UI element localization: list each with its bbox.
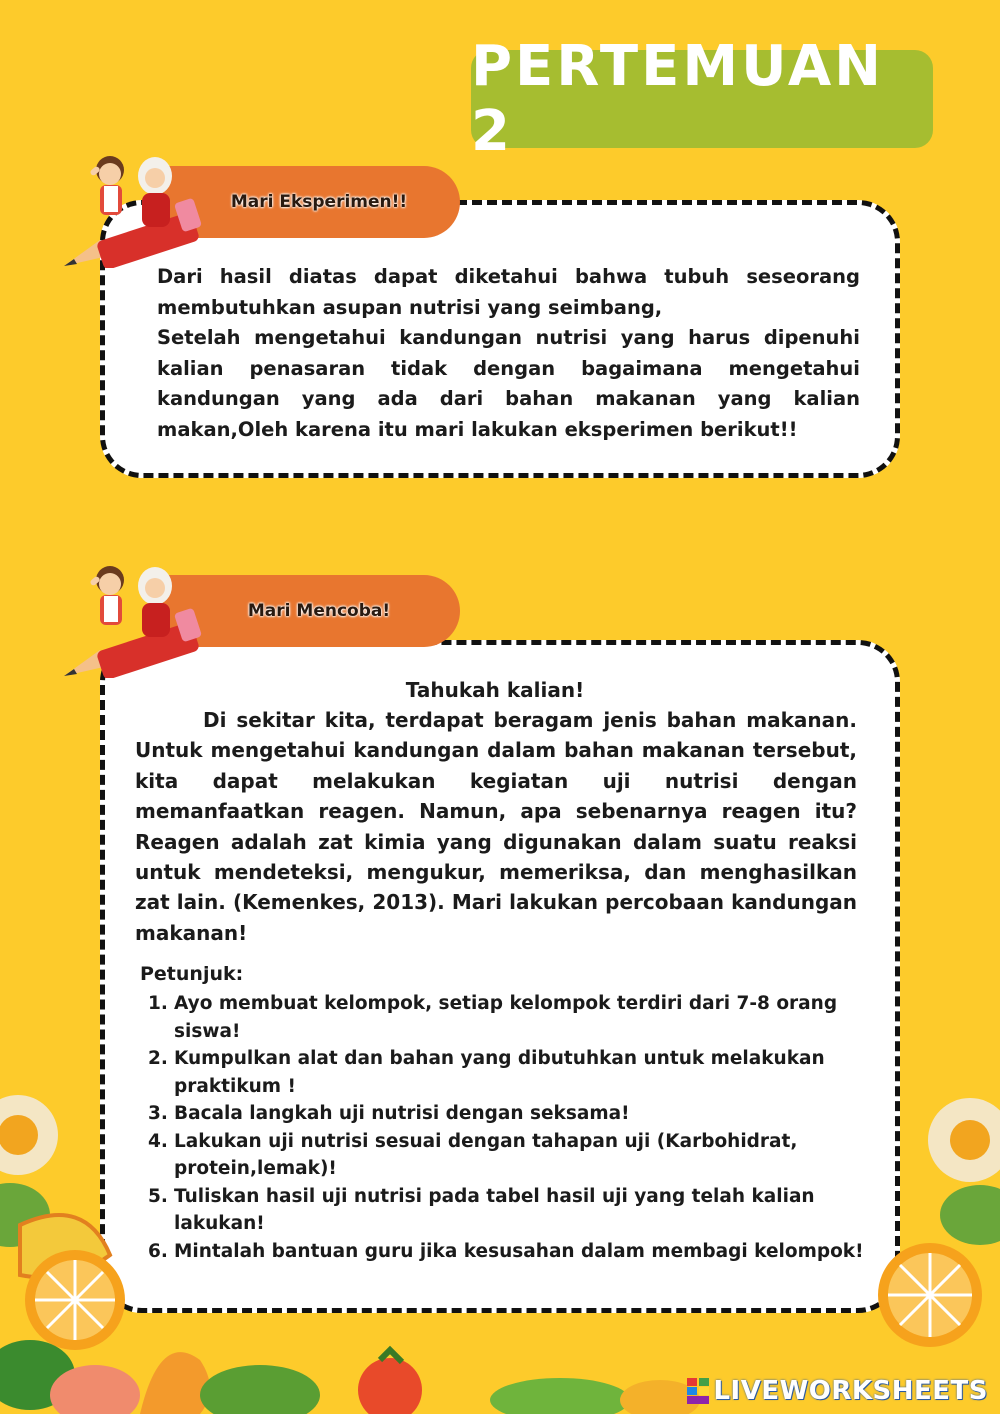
instruction-step: 6. Mintalah bantuan guru jika kesusahan dalam membagi kelompok! [148,1240,864,1262]
food-decoration-right-icon [860,1080,1000,1360]
experiment-text [157,262,860,445]
liveworksheets-logo-icon [687,1378,709,1404]
experiment-tab-label: Mari Eksperimen!! [230,192,408,212]
title-badge [471,34,933,164]
try-it-tab-label: Mari Mencoba! [247,601,391,621]
kids-on-pencil-icon [60,558,210,678]
instruction-step: 4. Lakukan uji nutrisi sesuai dengan tahapan uji (Karbohidrat, protein,lemak)! [148,1130,798,1179]
did-you-know-heading: Tahukah kalian! [405,678,585,702]
experiment-paragraph-a: Dari hasil diatas dapat diketahui bahwa tubuh seseorang membutuhkan asupan nutrisi yang seimbang, [157,265,860,319]
liveworksheets-watermark [687,1376,988,1406]
reagent-paragraph: Di sekitar kita, terdapat beragam jenis bahan makanan. Untuk mengetahui kandungan dalam bahan makanan tersebut, kita dapat melakukan kegiatan uji nutrisi dengan memanfaatkan reagen. Namun, apa sebenarnya reagen itu? Reagen adalah zat kimia yang digunakan dalam suatu reaksi untuk mendeteksi, mengukur, memeriksa, dan menghasilkan zat lain. (Kemenkes, 2013). Mari lakukan percobaan kandungan makanan! [135,708,857,945]
kids-on-pencil-icon [60,148,210,268]
instruction-step: 3. Bacala langkah uji nutrisi dengan seksama! [148,1103,630,1124]
instruction-step: 2. Kumpulkan alat dan bahan yang dibutuhkan untuk melakukan praktikum ! [148,1048,825,1097]
instruction-step: 1. Ayo membuat kelompok, setiap kelompok terdiri dari 7-8 orang siswa! [148,993,838,1042]
instruction-step: 5. Tuliskan hasil uji nutrisi pada tabel hasil uji yang telah kalian lakukan! [148,1185,815,1234]
instructions-list [148,990,878,1265]
instructions-label: Petunjuk: [140,963,244,985]
food-decoration-bottom-icon [140,1300,700,1414]
experiment-paragraph-b: Setelah mengetahui kandungan nutrisi yang harus dipenuhi kalian penasaran tidak dengan bagaimana mengetahui kandungan yang ada dari bahan makanan yang kalian makan,Oleh karena itu mari lakukan eksperimen berikut!! [157,326,860,441]
watermark-text: LIVEWORKSHEETS [713,1376,988,1406]
food-decoration-left-icon [0,1075,140,1414]
page-title: PERTEMUAN 2 [471,34,885,164]
